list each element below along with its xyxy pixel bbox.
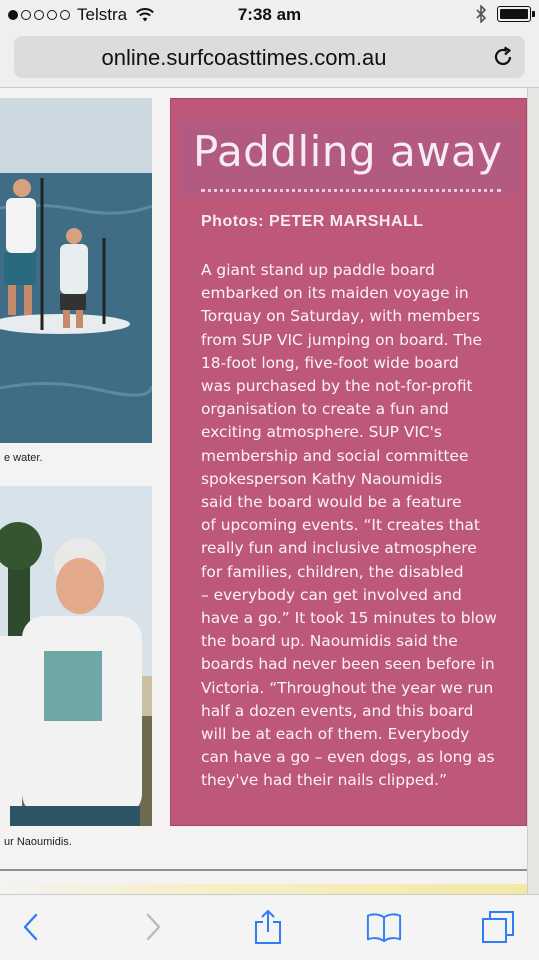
body-line: for families, children, the disabled — [201, 562, 464, 581]
share-icon[interactable] — [252, 909, 284, 945]
body-line: they've had their nails clipped.” — [201, 771, 447, 790]
photo-caption-1: e water. — [4, 452, 43, 464]
bluetooth-icon — [475, 5, 487, 23]
carrier-name: Telstra — [77, 5, 128, 24]
battery-icon — [497, 6, 531, 22]
body-line: the board up. Naoumidis said the — [201, 632, 458, 651]
status-right — [475, 5, 531, 23]
body-line: membership and social committee — [201, 446, 469, 465]
tabs-button[interactable] — [480, 909, 516, 945]
portrait-photo — [0, 486, 152, 826]
horizontal-rule — [0, 869, 527, 871]
bookmarks-icon[interactable] — [366, 911, 402, 943]
body-line: Victoria. “Throughout the year we run — [201, 678, 494, 697]
article-body — [201, 259, 511, 793]
body-line: organisation to create a fun and — [201, 400, 449, 419]
body-line: will be at each of them. Everybody — [201, 725, 470, 744]
share-button[interactable] — [250, 909, 286, 945]
photo-caption-2: ur Naoumidis. — [4, 836, 72, 848]
tabs-icon[interactable] — [480, 909, 516, 945]
back-chevron-icon[interactable] — [20, 911, 44, 943]
body-line: exciting atmosphere. SUP VIC's — [201, 423, 442, 442]
address-bar-container — [0, 30, 539, 88]
battery-cap — [532, 11, 535, 17]
body-line: of upcoming events. “It creates that — [201, 516, 480, 535]
body-line: Torquay on Saturday, with members — [201, 307, 480, 326]
status-bar — [0, 0, 539, 30]
battery-fill — [500, 9, 528, 19]
body-line: A giant stand up paddle board — [201, 261, 435, 279]
article-box — [170, 98, 527, 826]
body-line: boards had never been seen before in — [201, 655, 495, 674]
browser-toolbar — [0, 894, 539, 960]
forward-button[interactable] — [134, 909, 170, 945]
dotted-divider — [201, 189, 501, 192]
back-button[interactable] — [14, 909, 50, 945]
body-line: spokesperson Kathy Naoumidis — [201, 469, 443, 488]
body-line: was purchased by the not-for-profit — [201, 377, 473, 396]
clock: 7:38 am — [237, 5, 302, 24]
body-line: 18-foot long, five-foot wide board — [201, 353, 459, 372]
body-line: embarked on its maiden voyage in — [201, 284, 469, 303]
article-headline: Paddling away — [193, 127, 503, 176]
web-page-content[interactable] — [0, 88, 539, 894]
reload-icon[interactable] — [491, 45, 515, 69]
body-line: – everybody can get involved and — [201, 585, 462, 604]
bookmarks-button[interactable] — [366, 909, 402, 945]
next-section-edge — [0, 884, 527, 894]
body-line: from SUP VIC jumping on board. The — [201, 330, 483, 349]
forward-chevron-icon[interactable] — [140, 911, 164, 943]
url-text[interactable]: online.surfcoasttimes.com.au — [101, 45, 387, 70]
body-line: really fun and inclusive atmosphere — [201, 539, 477, 558]
article-byline: Photos: PETER MARSHALL — [201, 213, 424, 230]
body-line: can have a go – even dogs, as long as — [201, 748, 495, 767]
body-line: said the board would be a feature — [201, 493, 462, 512]
page-right-margin — [527, 88, 539, 894]
body-line: half a dozen events, and this board — [201, 701, 474, 720]
portrait-illustration — [0, 486, 152, 826]
address-bar[interactable] — [14, 36, 525, 78]
body-line: have a go.” It took 15 minutes to blow — [201, 609, 497, 628]
paddleboard-illustration — [0, 98, 152, 443]
paddleboard-photo — [0, 98, 152, 443]
